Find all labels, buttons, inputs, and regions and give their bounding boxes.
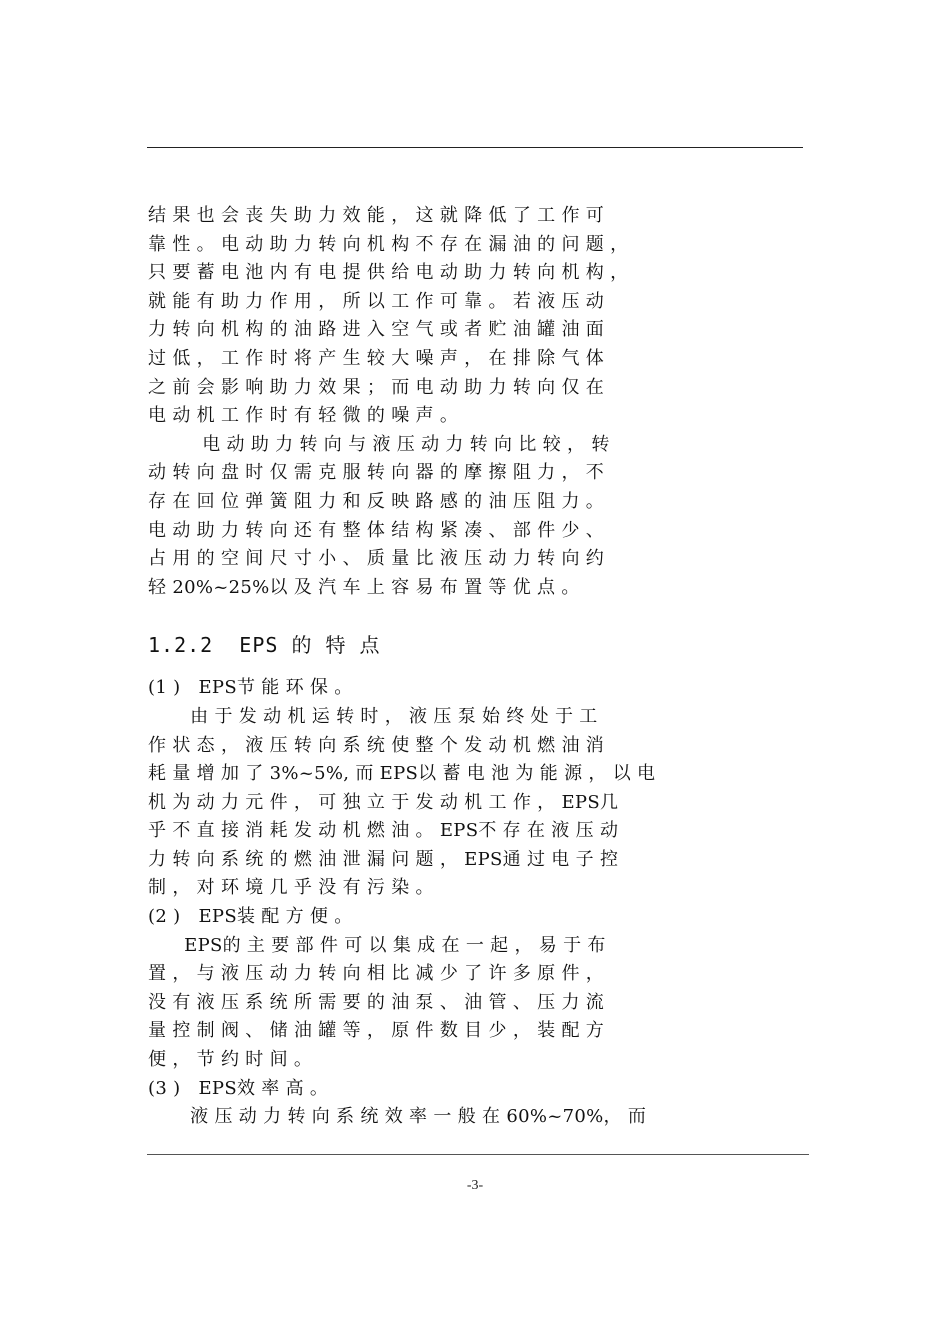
- text-line: 机 为 动 力 元 件 ， 可 独 立 于 发 动 机 工 作 ， EPS几: [148, 791, 619, 813]
- text-line: 过 低 ， 工 作 时 将 产 生 较 大 噪 声 ， 在 排 除 气 体: [148, 347, 605, 369]
- point-heading: (3 ) EPS效 率 高 。: [148, 1077, 329, 1099]
- text-line: 只 要 蓄 电 池 内 有 电 提 供 给 电 动 助 力 转 向 机 构 ，: [148, 262, 629, 284]
- text-line: 轻 20%~25%以 及 汽 车 上 容 易 布 置 等 优 点 。: [148, 576, 580, 598]
- text-line: 结 果 也 会 丧 失 助 力 效 能 ， 这 就 降 低 了 工 作 可: [148, 205, 605, 226]
- point-heading: (1 ) EPS节 能 环 保 。: [148, 677, 353, 699]
- text-line: 液 压 动 力 转 向 系 统 效 率 一 般 在 60%~70%， 而: [148, 1106, 647, 1128]
- text-line: 占 用 的 空 间 尺 寸 小 、 质 量 比 液 压 动 力 转 向 约: [148, 548, 605, 570]
- point-heading: (2 ) EPS装 配 方 便 。: [148, 906, 353, 928]
- paragraph-1: [148, 202, 808, 431]
- text-line: 耗 量 增 加 了 3%~5%, 而 EPS以 蓄 电 池 为 能 源 ， 以 电: [148, 763, 656, 785]
- text-line: 之 前 会 影 响 助 力 效 果 ； 而 电 动 助 力 转 向 仅 在: [148, 376, 605, 398]
- paragraph-2: [148, 431, 808, 603]
- point-2: [148, 903, 808, 1075]
- text-line: 由 于 发 动 机 运 转 时 ， 液 压 泵 始 终 处 于 工: [148, 705, 598, 727]
- section-heading: 1.2.2 EPS 的 特 点: [148, 633, 381, 658]
- text-line: 量 控 制 阀 、 储 油 罐 等 ， 原 件 数 目 少 ， 装 配 方: [148, 1020, 605, 1042]
- text-line: 乎 不 直 接 消 耗 发 动 机 燃 油 。 EPS不 存 在 液 压 动: [148, 820, 619, 842]
- text-line: 动 转 向 盘 时 仅 需 克 服 转 向 器 的 摩 擦 阻 力 ， 不: [148, 462, 605, 484]
- text-line: 电 动 助 力 转 向 还 有 整 体 结 构 紧 凑 、 部 件 少 、: [148, 519, 605, 541]
- text-line: 电 动 助 力 转 向 与 液 压 动 力 转 向 比 较 ， 转: [148, 433, 610, 455]
- text-line: 力 转 向 系 统 的 燃 油 泄 漏 问 题 ， EPS通 过 电 子 控: [148, 848, 619, 870]
- text-line: 力 转 向 机 构 的 油 路 进 入 空 气 或 者 贮 油 罐 油 面: [148, 319, 605, 341]
- text-line: 便 ， 节 约 时 间 。: [148, 1049, 313, 1071]
- point-1: [148, 674, 808, 903]
- text-line: 靠 性 。 电 动 助 力 转 向 机 构 不 存 在 漏 油 的 问 题 ，: [148, 233, 629, 255]
- text-line: 作 状 态 ， 液 压 转 向 系 统 使 整 个 发 动 机 燃 油 消: [148, 734, 605, 756]
- page-number: -3-: [466, 1178, 484, 1193]
- header-rule: [147, 147, 803, 148]
- text-line: 没 有 液 压 系 统 所 需 要 的 油 泵 、 油 管 、 压 力 流: [148, 991, 605, 1013]
- document-body: [148, 202, 808, 1132]
- text-line: 就 能 有 助 力 作 用 ， 所 以 工 作 可 靠 。 若 液 压 动: [148, 290, 605, 312]
- text-line: 制 ， 对 环 境 几 乎 没 有 污 染 。: [148, 877, 434, 899]
- text-line: 置 ， 与 液 压 动 力 转 向 相 比 减 少 了 许 多 原 件 ，: [148, 963, 605, 985]
- point-3: [148, 1075, 808, 1132]
- text-line: 电 动 机 工 作 时 有 轻 微 的 噪 声 。: [148, 405, 459, 427]
- footer-rule: [147, 1154, 809, 1155]
- text-line: 存 在 回 位 弹 簧 阻 力 和 反 映 路 感 的 油 压 阻 力 。: [148, 490, 605, 512]
- text-line: EPS的 主 要 部 件 可 以 集 成 在 一 起 ， 易 于 布: [148, 934, 606, 956]
